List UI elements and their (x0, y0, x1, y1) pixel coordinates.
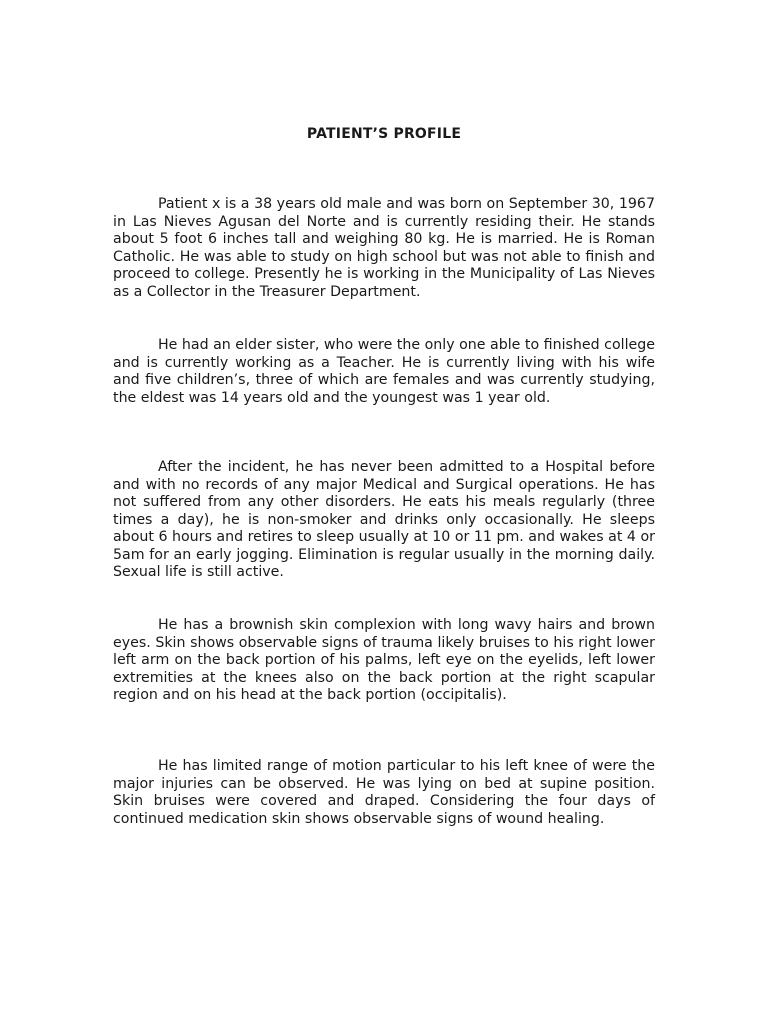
paragraph-medical-history: After the incident, he has never been admitted to a Hospital before and with no records of any major Medical and Surgical operations. He has not suffered from any other disorders. He eats his meals regularly (three times a day), he is non-smoker and drinks only occasionally. He sleeps about 6 hours and retires to sleep usually at 10 or 11 pm. and wakes at 4 or 5am for an early jogging. Elimination is regular usually in the morning daily. Sexual life is still active. (113, 459, 655, 580)
paragraph-personal-info: Patient x is a 38 years old male and was born on September 30, 1967 in Las Nieves Agusan del Norte and is currently residing their. He stands about 5 foot 6 inches tall and weighing 80 kg. He is married. He is Roman Catholic. He was able to study on high school but was not able to finish and proceed to college. Presently he is working in the Municipality of Las Nieves as a Collector in the Treasurer Department. (113, 196, 655, 300)
paragraph-current-condition: He has limited range of motion particular to his left knee of were the major injuries can be observed. He was lying on bed at supine position. Skin bruises were covered and draped. Considering the four days of continued medication skin shows observable signs of wound healing. (113, 758, 655, 827)
paragraph-family-background: He had an elder sister, who were the only one able to finished college and is currently working as a Teacher. He is currently living with his wife and five children’s, three of which are females and was currently studying, the eldest was 14 years old and the youngest was 1 year old. (113, 337, 655, 406)
document-title: PATIENT’S PROFILE (306, 126, 462, 142)
paragraph-physical-appearance: He has a brownish skin complexion with long wavy hairs and brown eyes. Skin shows observable signs of trauma likely bruises to his right lower left arm on the back portion of his palms, left eye on the eyelids, left lower extremities at the knees also on the back portion at the right scapular region and on his head at the back portion (occipitalis). (113, 617, 655, 703)
